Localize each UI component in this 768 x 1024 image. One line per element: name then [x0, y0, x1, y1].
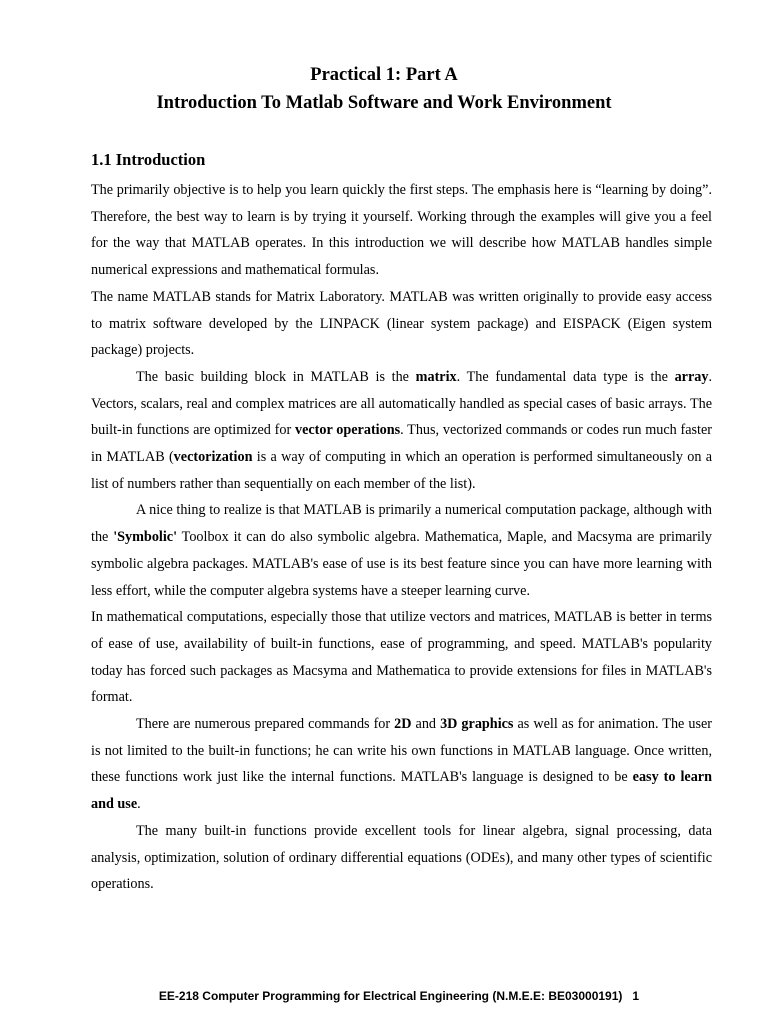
paragraph-7: The many built-in functions provide excellent tools for linear algebra, signal processing, data analysis, optimization, solution of ordinary differential equations (ODEs), and many other types of scientific operations. [91, 822, 712, 893]
paragraph-3-text: . Thus, vectorized commands or codes run much faster in MATLAB ( [91, 422, 713, 466]
footer-course-text: EE-218 Computer Programming for Electrical Engineering (N.M.E.E: BE03000191) [158, 989, 623, 1003]
paragraph-6-text: as well as for animation. The user is not limited to the built-in functions; he can write his own functions in MATLAB language. Once written, these functions work just like the internal functions. MATLAB's language is designed to be [91, 716, 712, 786]
paragraph-4-text: Toolbox it can do also symbolic algebra. Mathematica, Maple, and Macsyma are primarily symbolic algebra packages. MATLAB's ease of use is its best feature since you can have more learning with less effort, while the computer algebra systems have a steeper learning curve. [91, 529, 712, 599]
paragraph-1: The primarily objective is to help you learn quickly the first steps. The emphasis here is “learning by doing”. Therefore, the best way to learn is by trying it yourself. Working through the examples will give you a feel for the way that MATLAB operates. In this introduction we will describe how MATLAB handles simple numerical expressions and mathematical formulas. [91, 182, 712, 279]
paragraph-3-text: . Vectors, scalars, real and complex matrices are all automatically handled as special cases of basic arrays. The built-in functions are optimized for [91, 368, 713, 439]
document-title-line2: Introduction To Matlab Software and Work Environment [156, 93, 612, 113]
document-title-line1: Practical 1: Part A [310, 65, 458, 85]
term-vector-operations: vector operations [294, 422, 401, 439]
paragraph-4 [91, 497, 712, 604]
paragraph-4-text: A nice thing to realize is that MATLAB is primarily a numerical computation package, although with the [91, 502, 712, 546]
paragraph-6 [91, 711, 712, 818]
term-3d-graphics: 3D graphics [440, 716, 514, 733]
term-easy-to-learn: easy to learn and use [91, 769, 712, 813]
term-vectorization: vectorization [173, 449, 253, 466]
page-number: 1 [632, 989, 640, 1003]
paragraph-5: In mathematical computations, especially those that utilize vectors and matrices, MATLAB is better in terms of ease of use, availability of built-in functions, ease of programming, and speed. MATLAB's popularity today has forced such packages as Macsyma and Mathematica to provide extensions for files in MATLAB's format. [91, 609, 712, 706]
paragraph-2: The name MATLAB stands for Matrix Laboratory. MATLAB was written originally to provide easy access to matrix software developed by the LINPACK (linear system package) and EISPACK (Eigen system package) projects. [91, 288, 712, 359]
term-symbolic: 'Symbolic' [113, 529, 178, 546]
term-array: array [674, 368, 709, 385]
paragraph-6-text: and [411, 716, 441, 733]
paragraph-6-text: There are numerous prepared commands for [136, 716, 395, 733]
document-body [91, 177, 712, 898]
section-heading: 1.1 Introduction [91, 150, 206, 169]
paragraph-3 [91, 364, 712, 498]
term-matrix: matrix [415, 368, 457, 385]
paragraph-3-text: is a way of computing in which an operation is performed simultaneously on a list of numbers rather than sequentially on each member of the list). [91, 449, 713, 492]
term-2d: 2D [394, 716, 412, 733]
paragraph-3-text: . The fundamental data type is the [456, 368, 675, 385]
page-footer [0, 988, 768, 1004]
paragraph-3-text: The basic building block in MATLAB is the [136, 368, 416, 385]
paragraph-6-text: . [137, 796, 141, 813]
